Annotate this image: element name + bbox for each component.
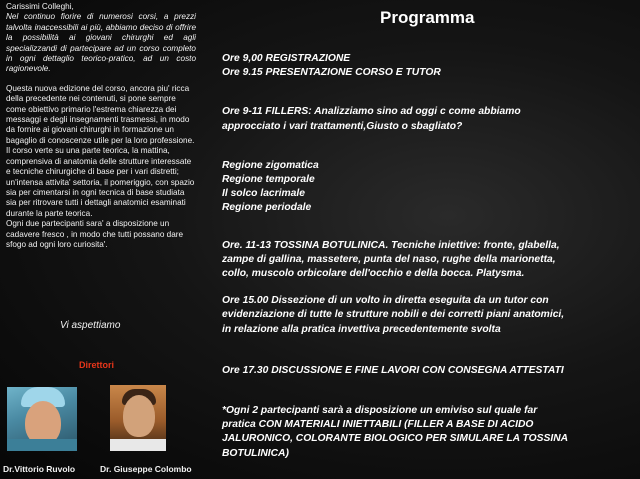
body-text-3: Ogni due partecipanti sara' a disposizione un cadavere fresco , in modo che tutti possano dare sfogo ad ogni loro curiosita'.	[6, 219, 184, 249]
schedule-presentation: Ore 9.15 PRESENTAZIONE CORSO E TUTOR	[222, 67, 441, 79]
schedule-botox-line-1: Ore. 11-13 TOSSINA BOTULINICA. Tecniche iniettive: fronte, glabella,	[222, 239, 560, 251]
schedule-registration: Ore 9,00 REGISTRAZIONE	[222, 53, 351, 64]
schedule-fillers-line-1: Ore 9-11 FILLERS: Analizziamo sino ad oggi c come abbiamo	[222, 106, 521, 118]
greeting: Carissimi Colleghi,	[6, 2, 74, 11]
schedule-fillers-line-2: approcciato i vari trattamenti,Giusto o sbagliato?	[222, 120, 463, 132]
schedule-dissection-line-1: Ore 15.00 Dissezione di un volto in diretta eseguita da un tutor con	[222, 295, 549, 307]
note-line-1: *Ogni 2 partecipanti sarà a disposizione un emiviso sul quale far	[222, 405, 538, 417]
closing-line: Vi aspettiamo	[60, 320, 121, 331]
region-item: Il solco lacrimale	[222, 188, 305, 200]
body-text-1: Questa nuova edizione del corso, ancora piu' ricca della precedente nei contenuti, si pone sempre come obiettivo primario l'estrema chiarezza dei messaggi e degli insegnamenti trasmessi, in modo da fornire ai giovani chirurghi in formazione un bagaglio di conoscenze utile per la loro professione.	[6, 83, 195, 145]
directors-label: Direttori	[79, 360, 115, 370]
letter-column	[6, 2, 196, 250]
intro-paragraph: Nel continuo fiorire di numerosi corsi, a prezzi talvolta inaccessibili ai più, abbiamo deciso di offrire la possibilità ai giovani chirurghi ed agli specializzandi di partecipare ad un corso completo in ogni dettaglio teorico-pratico, ad un costo ragionevole.	[6, 12, 196, 74]
director-1-name: Dr.Vittorio Ruvolo	[3, 464, 76, 474]
schedule-discussion: Ore 17.30 DISCUSSIONE E FINE LAVORI CON CONSEGNA ATTESTATI	[222, 364, 564, 376]
schedule-dissection-line-3: in relazione alla pratica invettiva precedentemente svolta	[222, 323, 501, 335]
body-paragraph	[6, 84, 196, 251]
director-2-photo	[110, 385, 166, 451]
note-line-4: BOTULINICA)	[222, 447, 289, 459]
region-item: Regione temporale	[222, 174, 315, 186]
program-column	[222, 52, 637, 461]
schedule-dissection-line-2: evidenziazione di tutte le strutture nobili e dei corretti piani anatomici,	[222, 309, 565, 321]
director-1-photo	[7, 387, 77, 451]
schedule-botox-line-2: zampe di gallina, massetere, punta del naso, rughe della marionetta,	[222, 253, 556, 265]
region-item: Regione zigomatica	[222, 159, 319, 171]
program-title: Programma	[380, 8, 475, 27]
body-text-2: Il corso verte su una parte teorica, la mattina, comprensiva di anatomia delle strutture interessate e tecniche chirurgiche di base per i vari distretti; un'intensa attivita' settoria, il pomeriggio, con spazio sia per cimentarsi in ogni tecnica di base studiata sia per ritrovare tutti i dettagli anatomici esaminati durante la parte teorica.	[6, 146, 195, 218]
director-2-name: Dr. Giuseppe Colombo	[100, 464, 192, 474]
note-line-2: pratica CON MATERIALI INIETTABILI (FILLER A BASE DI ACIDO	[222, 419, 534, 431]
note-line-3: JALURONICO, COLORANTE BIOLOGICO PER SIMULARE LA TOSSINA	[222, 433, 569, 445]
schedule-botox-line-3: collo, muscolo orbicolare dell'occhio e della bocca. Platysma.	[222, 268, 525, 280]
region-item: Regione periodale	[222, 202, 312, 214]
